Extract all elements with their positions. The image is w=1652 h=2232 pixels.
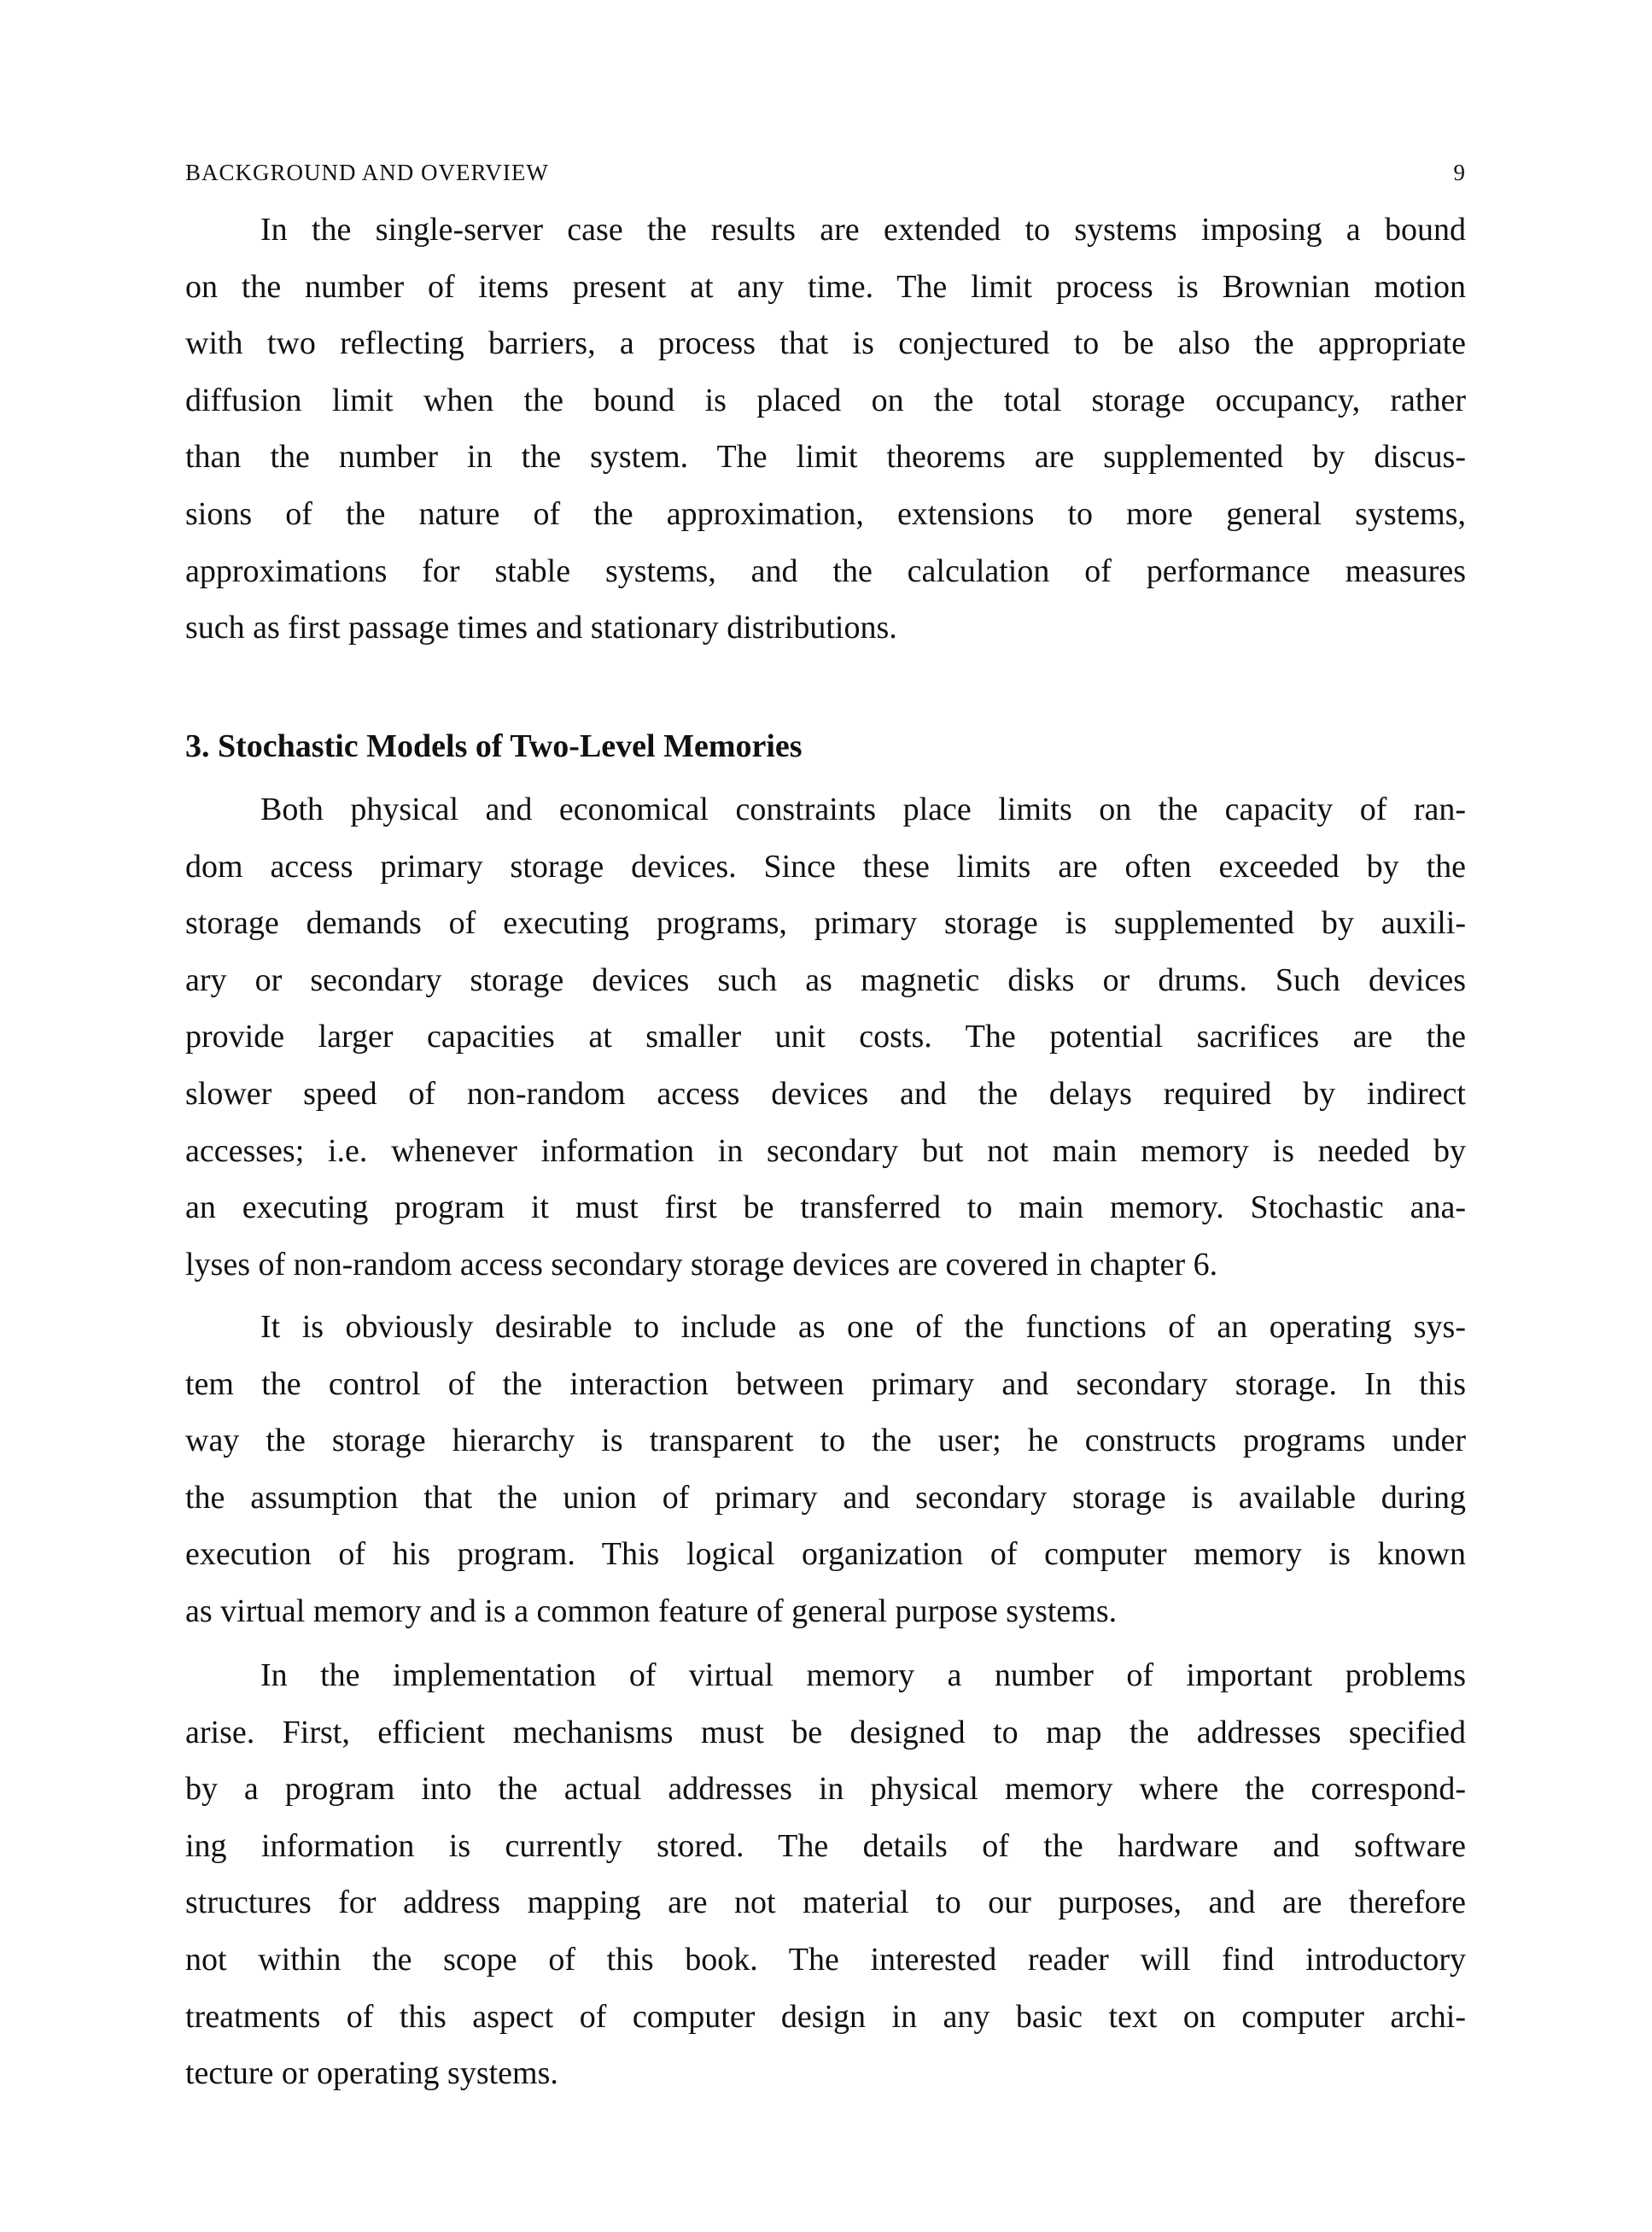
text-line: tem the control of the interaction between primary and secondary storage. In this [185, 1365, 1466, 1402]
text-line: provide larger capacities at smaller unit costs. The potential sacrifices are the [185, 1019, 1466, 1055]
text-line: execution of his program. This logical organization of computer memory is known [185, 1536, 1466, 1573]
text-line: sions of the nature of the approximation, extensions to more general systems, [185, 495, 1466, 532]
text-line: treatments of this aspect of computer design in any basic text on computer archi- [185, 1998, 1466, 2035]
text-line: It is obviously desirable to include as one of the functions of an operating sys- [260, 1309, 1466, 1345]
text-line: way the storage hierarchy is transparent to the user; he constructs programs under [185, 1423, 1466, 1459]
text-line: with two reflecting barriers, a process that is conjectured to be also the appropriate [185, 325, 1466, 362]
text-line: Both physical and economical constraints place limits on the capacity of ran- [260, 792, 1466, 827]
text-line: In the single-server case the results are extended to systems imposing a bound [260, 212, 1466, 248]
text-line: In the implementation of virtual memory a number of important problems [260, 1657, 1466, 1693]
running-title: BACKGROUND AND OVERVIEW [185, 160, 549, 185]
text-line: than the number in the system. The limit theorems are supplemented by discus- [185, 439, 1466, 476]
text-line: as virtual memory and is a common feature of general purpose systems. [185, 1592, 1118, 1629]
text-line: the assumption that the union of primary and secondary storage is available during [185, 1479, 1466, 1516]
section-paragraph-2 [185, 1299, 1466, 1640]
text-line: accesses; i.e. whenever information in secondary but not main memory is needed by [185, 1132, 1466, 1169]
text-line: approximations for stable systems, and the calculation of performance measures [185, 552, 1466, 589]
running-head [185, 154, 1466, 191]
text-line: such as first passage times and stationary distributions. [185, 610, 897, 646]
page-number: 9 [1453, 160, 1466, 185]
paragraph-1 [185, 202, 1466, 657]
text-line: dom access primary storage devices. Since these limits are often exceeded by the [185, 848, 1466, 885]
text-line: tecture or operating systems. [185, 2055, 558, 2092]
text-line: slower speed of non-random access devices and the delays required by indirect [185, 1075, 1466, 1112]
text-line: lyses of non-random access secondary storage devices are covered in chapter 6. [185, 1246, 1218, 1283]
text-line: by a program into the actual addresses in physical memory where the correspond- [185, 1771, 1466, 1808]
text-line: ary or secondary storage devices such as magnetic disks or drums. Such devices [185, 961, 1466, 998]
text-line: arise. First, efficient mechanisms must be designed to map the addresses specified [185, 1714, 1466, 1750]
section-paragraph-3 [185, 1647, 1466, 2102]
text-line: ing information is currently stored. The details of the hardware and software [185, 1827, 1466, 1864]
text-line: storage demands of executing programs, primary storage is supplemented by auxili- [185, 905, 1466, 942]
text-line: diffusion limit when the bound is placed on the total storage occupancy, rather [185, 382, 1466, 418]
text-line: on the number of items present at any time. The limit process is Brownian motion [185, 268, 1466, 305]
text-line: structures for address mapping are not material to our purposes, and are therefore [185, 1884, 1466, 1921]
section-heading: 3. Stochastic Models of Two-Level Memories [185, 728, 803, 764]
text-line: an executing program it must first be transferred to main memory. Stochastic ana- [185, 1189, 1466, 1226]
text-line: not within the scope of this book. The interested reader will find introductory [185, 1941, 1466, 1978]
section-paragraph-1 [185, 781, 1466, 1293]
